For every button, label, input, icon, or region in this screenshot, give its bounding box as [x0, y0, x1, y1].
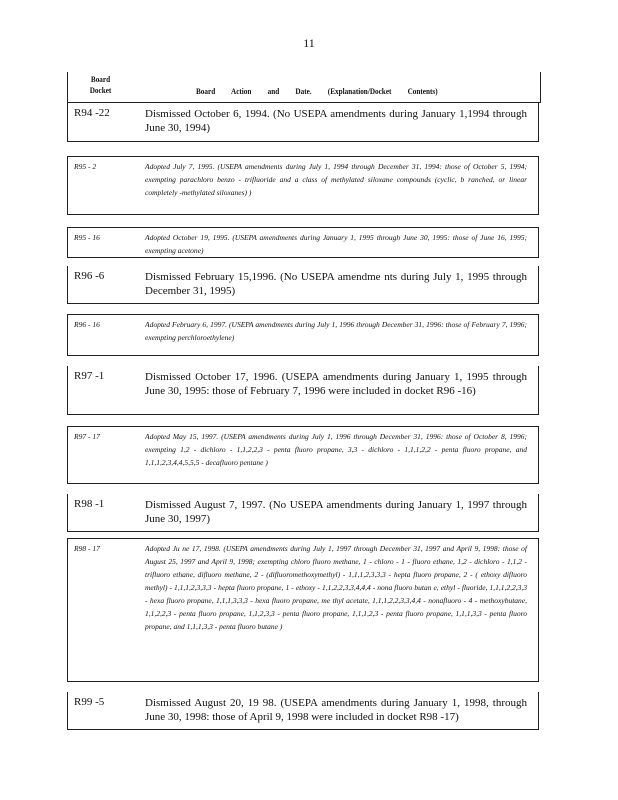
docket-id: R96 -6: [74, 270, 105, 282]
docket-description: Dismissed October 6, 1994. (No USEPA amendments during January 1,1994 through June 30, 1994): [145, 108, 527, 134]
docket-description: Dismissed October 17, 1996. (USEPA amendments during January 1, 1995 through June 30, 1995: those of February 7, 1996 were included in docket R96 -16): [145, 371, 527, 397]
docket-id: R96 - 16: [74, 320, 100, 329]
docket-entry: [67, 266, 539, 304]
docket-description: Adopted Ju ne 17, 1998. (USEPA amendments during July 1, 1997 through December 31, 1997 and April 9, 1998: those of August 25, 1997 and April 9, 1998; exempting chloro fluoro methane, 1 - chloro - 1 - fluoro ethane, 1,2 - dichloro - 1,1,2 - trifluoro ethane, difluoro methane, 2 - (difluoromethoxymethyl) - 1,1,1,2,3,3,3 - hepta fluoro propane, 2 - ( ethoxy difluoro methyl) - 1,1,1,2,3,3,3 - hepta fluoro propane, 1 - ethoxy - 1,1,2,2,3,3,4,4,4 - nona fluoro butan e, ethyl - fluoride, 1,1,1,2,2,3,3 - hexa fluoro propane, 1,1,1,3,3,3 - hexa fluoro propane, me thyl acetate, 1,1,1,2,2,3,3,4,4 - nonafluoro - 4 - methoxybutane, 1,1,2,2,3 - penta fluoro propane, 1,1,2,3,3 - penta fluoro propane, 1,1,1,2,3 - penta fluoro propane, 1,1,1,3,3 - penta fluoro propane, and 1,1,1,3,3 - penta fluoro butane ): [145, 544, 527, 631]
docket-id: R95 - 16: [74, 233, 100, 242]
docket-id: R97 -1: [74, 370, 105, 382]
docket-entry: [67, 156, 539, 215]
docket-description: Dismissed August 7, 1997. (No USEPA amendments during January 1, 1997 through June 30, 1997): [145, 499, 527, 525]
docket-id: R98 -1: [74, 498, 105, 510]
docket-entry: [67, 227, 539, 258]
docket-column-header: [78, 74, 123, 96]
docket-description: Adopted May 15, 1997. (USEPA amendments during July 1, 1996 through December 31, 1996: those of October 8, 1996; exempting 1,2 - dichloro - 1,1,2,2,3 - penta fluoro propane, 3,3 - dichloro - 1,1,1,2,2 - penta fluoro propane, and 1,1,1,2,3,4,4,5,5,5 - decafluoro pentane ): [145, 432, 527, 467]
docket-entry: [67, 103, 539, 142]
docket-entry: [67, 494, 539, 532]
docket-description: Dismissed August 20, 19 98. (USEPA amendments during January 1, 1998, through June 30, 1998: those of April 9, 1998 were included in docket R98 -17): [145, 697, 527, 723]
docket-entry: [67, 426, 539, 484]
docket-entry: [67, 538, 539, 682]
docket-description: Dismissed February 15,1996. (No USEPA amendme nts during July 1, 1995 through December 31, 1995): [145, 271, 527, 297]
page-number: 11: [303, 36, 315, 50]
docket-entry: [67, 366, 539, 415]
docket-entry: [67, 692, 539, 730]
docket-description: Adopted February 6, 1997. (USEPA amendments during July 1, 1996 through December 31, 1996: those of February 7, 1996; exempting perchloroethylene): [145, 320, 527, 342]
docket-id: R98 - 17: [74, 544, 100, 553]
docket-description: Adopted October 19, 1995. (USEPA amendments during January 1, 1995 through June 30, 1995: those of June 16, 1995; exempting acetone): [145, 233, 527, 255]
docket-header-line1: Board: [90, 75, 111, 84]
docket-id: R95 - 2: [74, 162, 97, 171]
docket-id: R99 -5: [74, 696, 105, 708]
action-column-header: Board Action and Date. (Explanation/Docket Contents): [196, 87, 438, 96]
docket-id: R97 - 17: [74, 432, 100, 441]
docket-header-line2: Docket: [89, 86, 112, 95]
docket-id: R94 -22: [74, 107, 110, 119]
docket-description: Adopted July 7, 1995. (USEPA amendments during July 1, 1994 through December 31, 1994: those of October 5, 1994; exempting parachloro benzo - trifluoride and a class of methylated siloxane compounds (cyclic, b ranched, or linear completely -methylated siloxanes) ): [145, 162, 527, 197]
table-header: [67, 72, 541, 103]
docket-entry: [67, 314, 539, 356]
